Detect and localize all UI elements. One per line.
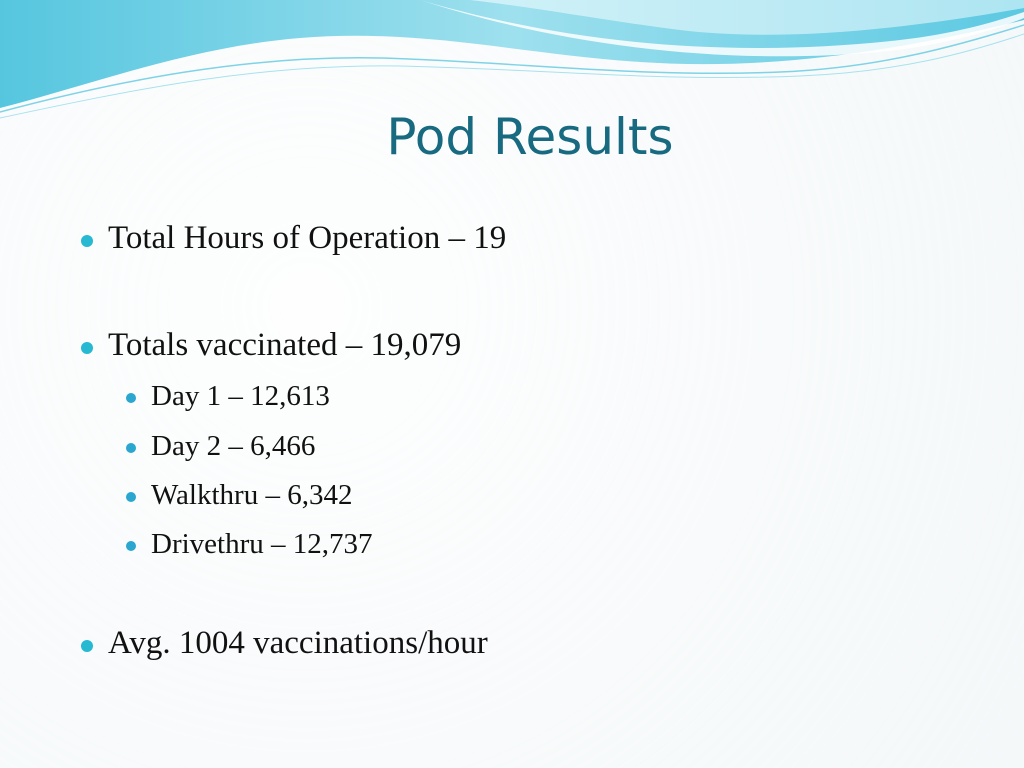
- round-bullet-icon: [126, 393, 136, 403]
- round-bullet-icon: [81, 342, 93, 354]
- round-bullet-icon: [81, 235, 93, 247]
- sub-bullet-drivethru: Drivethru – 12,737: [151, 528, 373, 560]
- round-bullet-icon: [81, 640, 93, 652]
- bullet-totals-vaccinated: Totals vaccinated – 19,079: [108, 327, 462, 363]
- slide-title: Pod Results: [386, 108, 674, 166]
- bullet-total-hours: Total Hours of Operation – 19: [108, 220, 507, 256]
- round-bullet-icon: [126, 443, 136, 453]
- sub-bullet-walkthru: Walkthru – 6,342: [151, 479, 353, 511]
- sub-bullet-day-1: Day 1 – 12,613: [151, 380, 330, 412]
- sub-bullet-day-2: Day 2 – 6,466: [151, 430, 316, 462]
- round-bullet-icon: [126, 492, 136, 502]
- bullet-average: Avg. 1004 vaccinations/hour: [108, 625, 488, 661]
- round-bullet-icon: [126, 541, 136, 551]
